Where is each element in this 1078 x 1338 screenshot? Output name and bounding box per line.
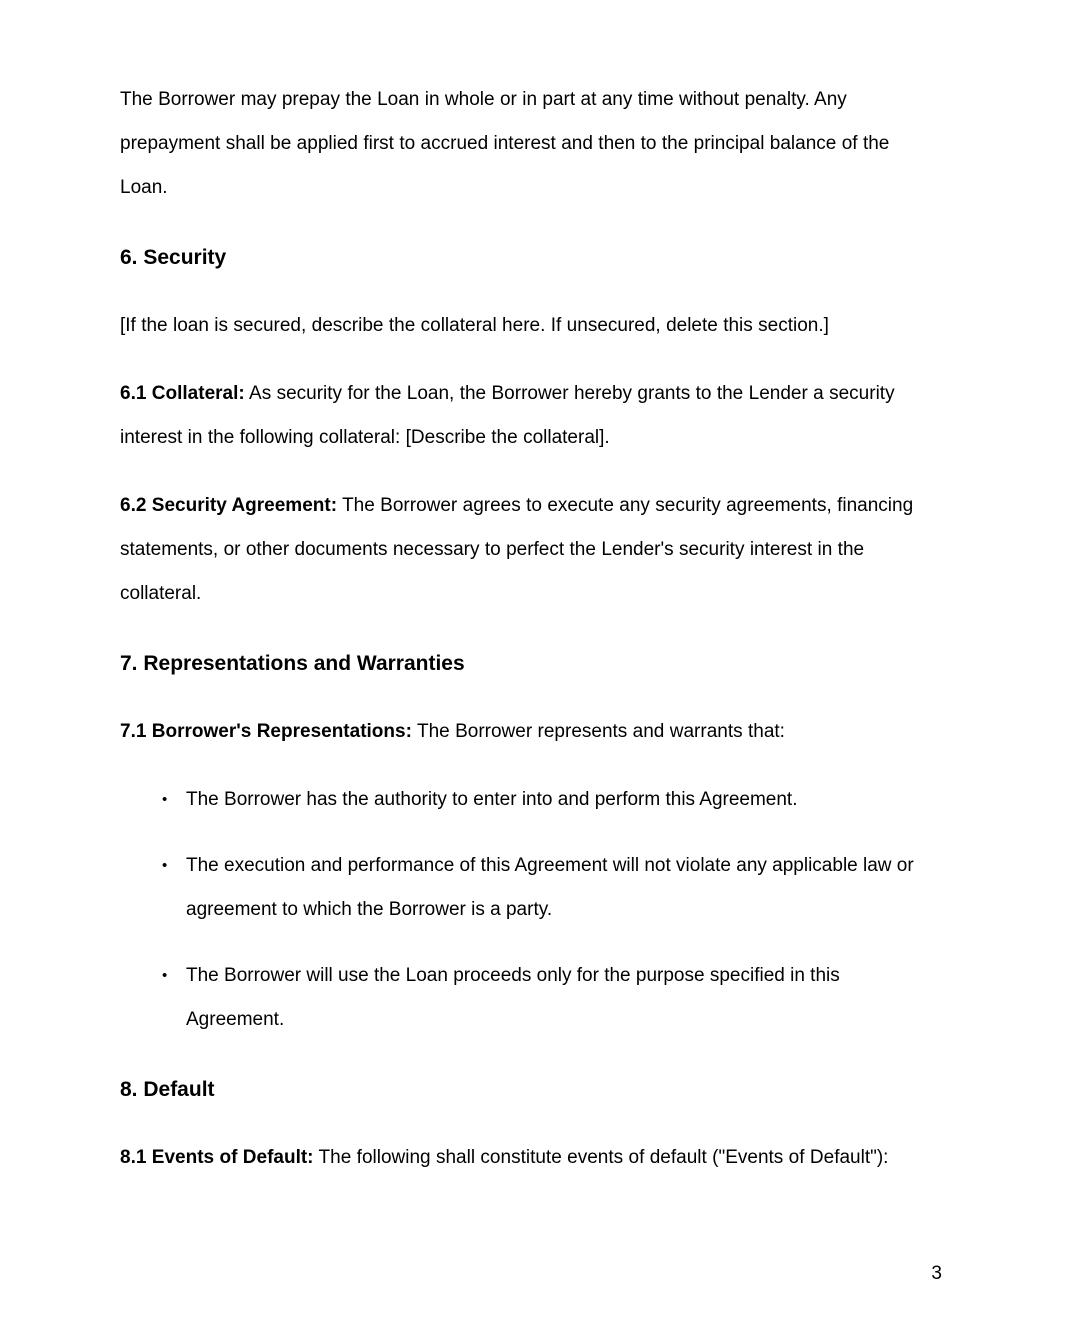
page-number: 3 <box>931 1263 942 1284</box>
representations-bullet-list <box>120 778 942 1042</box>
list-item-text: The Borrower has the authority to enter into and perform this Agreement. <box>186 789 798 810</box>
document-body <box>120 78 942 1204</box>
clause-8-1-events-of-default <box>120 1136 942 1180</box>
clause-6-1-label: 6.1 Collateral: <box>120 383 245 404</box>
clause-8-1-text: The following shall constitute events of default ("Events of Default"): <box>313 1147 889 1168</box>
clause-6-1-collateral <box>120 372 942 460</box>
clause-7-1-label: 7.1 Borrower's Representations: <box>120 721 412 742</box>
list-item-text: The Borrower will use the Loan proceeds only for the purpose specified in this Agreement. <box>186 965 840 1030</box>
list-item <box>120 844 942 932</box>
clause-7-1-borrowers-representations <box>120 710 942 754</box>
clause-6-2-text: The Borrower agrees to execute any security agreements, financing statements, or other documents necessary to perfect the Lender's security interest in the collateral. <box>120 495 914 604</box>
heading-7-representations-and-warranties: 7. Representations and Warranties <box>120 652 465 675</box>
clause-7-1-text: The Borrower represents and warrants that: <box>411 721 785 742</box>
security-instruction-note: [If the loan is secured, describe the collateral here. If unsecured, delete this section.] <box>120 315 829 336</box>
heading-8-default: 8. Default <box>120 1078 215 1101</box>
clause-6-2-label: 6.2 Security Agreement: <box>120 495 338 516</box>
bullet-icon: • <box>162 967 168 984</box>
bullet-icon: • <box>162 791 168 808</box>
heading-6-security: 6. Security <box>120 246 227 269</box>
list-item <box>120 778 942 822</box>
clause-6-1-text: As security for the Loan, the Borrower hereby grants to the Lender a security interest in the following collateral: [Describe the collateral]. <box>120 383 895 448</box>
clause-8-1-label: 8.1 Events of Default: <box>120 1147 314 1168</box>
prepayment-paragraph: The Borrower may prepay the Loan in whole or in part at any time without penalty. Any prepayment shall be applied first to accrued interest and then to the principal balance of the Loan. <box>120 89 890 198</box>
clause-6-2-security-agreement <box>120 484 942 616</box>
list-item-text: The execution and performance of this Agreement will not violate any applicable law or agreement to which the Borrower is a party. <box>186 855 914 920</box>
bullet-icon: • <box>162 857 168 874</box>
list-item <box>120 954 942 1042</box>
